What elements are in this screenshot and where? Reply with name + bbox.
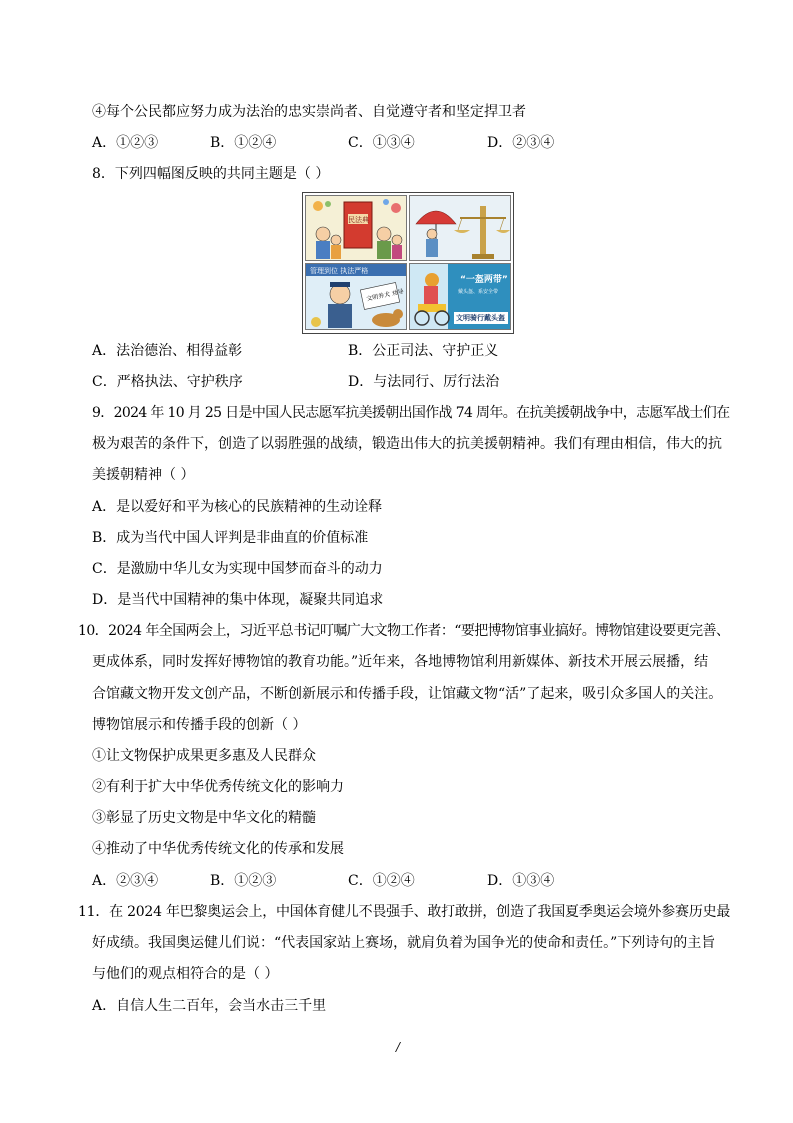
q10-line-3: 合馆藏文物开发文创产品，不断创新展示和传播手段，让馆藏文物“活”了起来，吸引众多国人的关注。: [92, 686, 723, 702]
q9-option-d: D．是当代中国精神的集中体现，凝聚共同追求: [92, 592, 384, 608]
q10-item-1: ①让文物保护成果更多惠及人民群众: [92, 748, 316, 764]
panel-helmet-riding: [409, 263, 511, 330]
panel-law-enforcement: [305, 263, 407, 330]
helmet-slogan-small: 戴头盔、系安全带: [458, 289, 499, 295]
q10-line-4: 博物馆展示和传播手段的创新（ ）: [92, 717, 307, 733]
q8-stem: 8．下列四幅图反映的共同主题是（ ）: [92, 166, 330, 182]
family-illustration: [306, 196, 407, 261]
q10-line-1: 10．2024 年全国两会上，习近平总书记叮嘱广大文物工作者：“要把博物馆事业搞好。博物馆建设要更完善、: [78, 623, 730, 639]
q8-option-c: C．严格执法、守护秩序: [92, 374, 243, 390]
q10-item-2: ②有利于扩大中华优秀传统文化的影响力: [92, 779, 344, 795]
q8-option-a: A．法治德治、相得益彰: [92, 343, 243, 359]
q8-option-b: B．公正司法、守护正义: [348, 343, 499, 359]
q9-line-2: 极为艰苦的条件下，创造了以弱胜强的战绩，锻造出伟大的抗美援朝精神。我们有理由相信，伟大的抗: [92, 436, 722, 452]
q10-item-3: ③彰显了历史文物是中华文化的精髓: [92, 810, 316, 826]
panel-civil-code: [305, 195, 407, 261]
dog-sign-label: 文明养犬 劝导: [365, 288, 405, 303]
q11-line-1: 11．在 2024 年巴黎奥运会上，中国体育健儿不畏强手、敢打敢拼，创造了我国夏季奥运会境外参赛历史最: [78, 904, 731, 920]
q11-line-2: 好成绩。我国奥运健儿们说：“代表国家站上赛场，就肩负着为国争光的使命和责任。”下列诗句的主旨: [92, 935, 716, 951]
civil-code-book-label: 民法典: [348, 216, 369, 224]
q10-option-c: C．①②④: [348, 873, 415, 889]
q10-option-b: B．①②③: [210, 873, 277, 889]
q10-line-2: 更成体系，同时发挥好博物馆的教育功能。”近年来，各地博物馆利用新媒体、新技术开展云展播，结: [92, 654, 709, 670]
q10-option-d: D．①③④: [487, 873, 555, 889]
q11-line-3: 与他们的观点相符合的是（ ）: [92, 966, 279, 982]
q9-option-a: A．是以爱好和平为核心的民族精神的生动诠释: [92, 499, 383, 515]
enforcement-banner: 管理到位 执法严格: [310, 267, 369, 275]
page-number: /: [396, 1040, 401, 1054]
q7-option-a: A．①②③: [92, 135, 159, 151]
q10-option-a: A．②③④: [92, 873, 159, 889]
helmet-slogan-title: “一盔两带”: [460, 275, 508, 285]
q8-option-d: D．与法同行、厉行法治: [348, 374, 500, 390]
q7-item-4: ④每个公民都应努力成为法治的忠实崇尚者、自觉遵守者和坚定捍卫者: [92, 104, 526, 120]
q11-option-a: A．自信人生二百年，会当水击三千里: [92, 998, 327, 1014]
q7-option-d: D．②③④: [487, 135, 555, 151]
panel-justice-scales: [409, 195, 511, 261]
q10-item-4: ④推动了中华优秀传统文化的传承和发展: [92, 841, 344, 857]
q7-option-c: C．①③④: [348, 135, 415, 151]
q9-line-1: 9．2024 年 10 月 25 日是中国人民志愿军抗美援朝出国作战 74 周年。在抗美援朝战争中，志愿军战士们在: [92, 405, 730, 421]
scales-umbrella-illustration: [410, 196, 511, 261]
q8-figure: [302, 192, 514, 334]
q9-line-3: 美援朝精神（ ）: [92, 467, 195, 483]
q9-option-c: C．是激励中华儿女为实现中国梦而奋斗的动力: [92, 561, 383, 577]
q7-option-b: B．①②④: [210, 135, 277, 151]
helmet-slogan-bottom: 文明骑行戴头盔: [456, 314, 505, 322]
q9-option-b: B．成为当代中国人评判是非曲直的价值标准: [92, 530, 369, 546]
